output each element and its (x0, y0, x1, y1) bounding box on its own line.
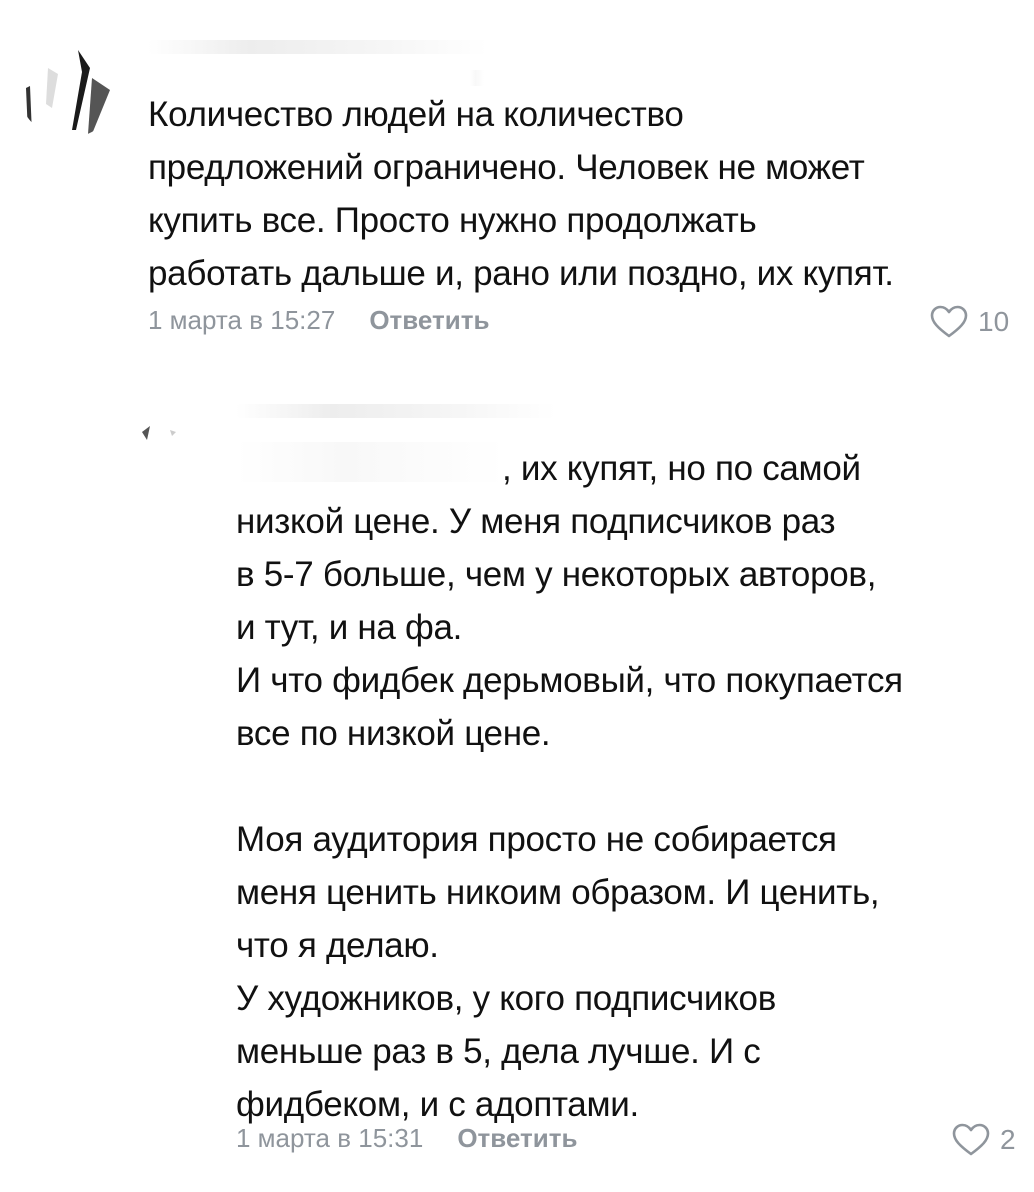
comment-text: Количество людей на количество предложений ограничено. Человек не может купить все. Просто нужно продолжать работать дальше и, рано или поздно, их купят. (148, 95, 894, 293)
like-button[interactable] (930, 302, 1009, 342)
avatar-image (18, 38, 118, 138)
comment-meta (148, 300, 489, 340)
timestamp: 1 марта в 15:27 (148, 304, 336, 335)
heart-outline-icon (952, 1123, 990, 1157)
comment-text: низкой цене. У меня подписчиков раз в 5-7 больше, чем у некоторых авторов, и тут, и на фа. И что фидбек дерьмовый, что покупается все по низкой цене. Моя аудитория просто не собирается меня ценить никоим образом. И ценить, что я делаю. У художников, у кого подписчиков меньше раз в 5, дела лучше. И с фидбеком, и с адоптами. (236, 502, 903, 1124)
comment-1 (0, 0, 1034, 360)
author-name-hidden[interactable] (236, 404, 556, 418)
reply-button[interactable]: Ответить (369, 304, 490, 335)
avatar-image (120, 400, 200, 480)
like-button[interactable] (952, 1120, 1016, 1160)
timestamp: 1 марта в 15:31 (236, 1122, 424, 1153)
reply-quote-blur (236, 442, 506, 482)
avatar[interactable] (18, 38, 118, 138)
heart-outline-icon (930, 305, 968, 339)
like-count: 2 (1000, 1124, 1016, 1155)
comment-2 (0, 360, 1034, 1192)
comment-text-first-line: , их купят, но по самой (502, 449, 861, 488)
author-name-hidden[interactable] (148, 40, 488, 54)
author-name-blur (470, 70, 484, 86)
avatar[interactable] (120, 400, 200, 480)
comment-meta (236, 1118, 577, 1158)
like-count: 10 (978, 306, 1010, 337)
reply-button[interactable]: Ответить (457, 1122, 578, 1153)
